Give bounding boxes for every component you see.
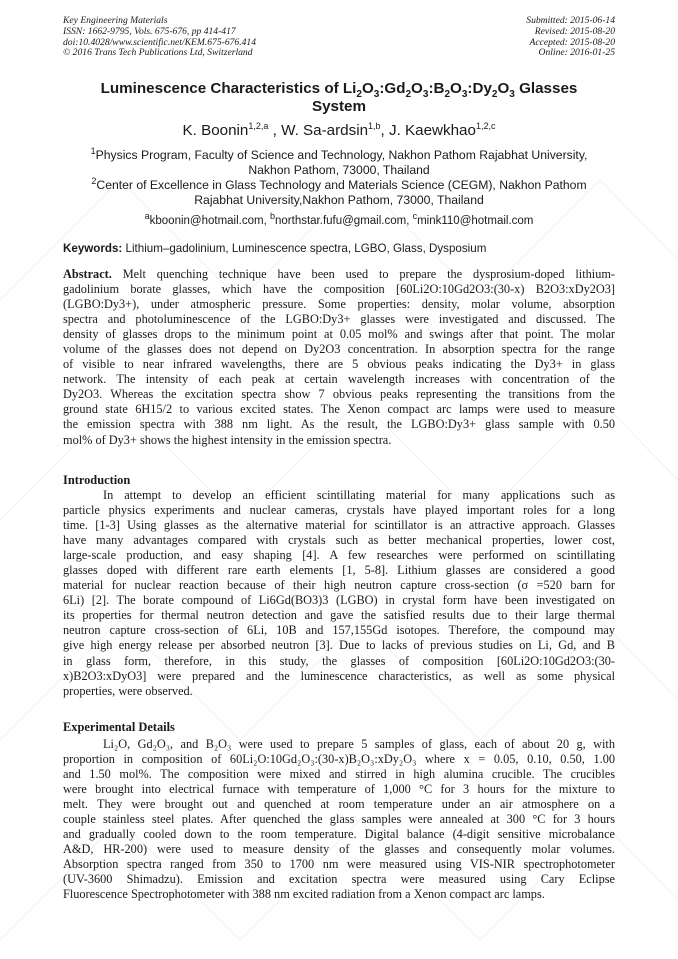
journal-doi: doi:10.4028/www.scientific.net/KEM.675-676.414 [63,36,257,48]
text-line: Fluorescence Spectrophotometer with 388 nm excited radiation from a Xenon compact arc lamps. [63,887,545,902]
date-submitted: Submitted: 2015-06-14 [526,15,615,26]
author-emails: $^a$kboonin@hotmail.com, $^b$northstar.fufu@gmail.com, $^c$mink110@hotmail.com [144,211,534,227]
text-line: x)B2O3:xDyO3] were prepared and the luminescence characteristics, as well as some physical [63,668,615,683]
keywords-text: Lithium–gadolinium, Luminescence spectra, LGBO, Glass, Dysposium [122,242,487,255]
text-line: mol% of Dy3+ shows the highest intensity in the emission spectra. [63,432,392,447]
text-line: proportion in composition of 60Li₂O:10Gd₂O₃:(30-x)B₂O₃:xDy₂O₃ where x = 0.05, 0.10, 0.50, 1.00 [63,752,615,767]
section-heading-experimental: Experimental Details [63,720,175,734]
text-line: Dy2O3. Whereas the excitation spectra show 7 obvious peaks representing the transitions from the [63,387,615,402]
journal-copyright: © 2016 Trans Tech Publications Ltd, Switzerland [63,47,253,59]
text-line: the emission spectra with 388 nm light. As the result, the LGBO:Dy3+ glass sample with 0.50 [63,417,615,432]
abstract-label: Abstract. [63,267,112,281]
text-line: properties, were observed. [63,683,193,698]
abstract [63,267,615,448]
text-line: melt. They were brought out and quenched at room temperature under an air atmosphere on a [63,797,615,812]
experimental-body [63,737,615,903]
submission-dates [526,16,615,59]
email-a[interactable]: kboonin@hotmail.com, [149,215,270,227]
keywords-label: Keywords: [63,242,123,255]
text-line: were brought into electrical furnace with temperature of 1,000 °C for 3 hours for the mixture to [63,782,615,797]
date-accepted: Accepted: 2015-08-20 [529,36,615,48]
text-line: 6Li) [2]. The borate compound of Li6Gd(BO3)3 (LGBO) in crystal form have been investigated on [63,593,615,608]
text-line: In attempt to develop an efficient scintillating material for many applications such as [103,488,615,502]
affiliation-1: $^1$Physics Program, Faculty of Science and Technology, Nakhon Pathom Rajabhat University, Nakhon Pathom, 73000, Thailand [90,145,588,177]
text-line: of visible to near infrared wavelengths, there are 5 obvious peaks indicating the Dy3+ in glass [63,357,615,372]
title-line-2: System [311,98,367,115]
text-line: particle physics experiments and nuclear cameras, crystals have played important roles for a long [63,503,615,518]
text-line: give high energy release per absorbed neutron [3]. Due to lacks of previous studies on Li, Gd, and B [63,638,615,653]
text-line: neutron capture cross-section of 6Li, 10B and 157,155Gd isotopes. Therefore, the compound may [63,623,615,638]
text-line: time. [1-3] Using glasses as the alternative material for scintillator is an attractive approach. Glasses [63,518,615,533]
text-line: couple stainless steel plates. After quenched the glass samples were annealed at 300 °C for 3 hours [63,812,615,827]
introduction-body [63,488,615,699]
author-3: , J. Kaewkhao [380,122,476,139]
date-revised: Revised: 2015-08-20 [534,25,615,37]
email-c[interactable]: mink110@hotmail.com [417,215,534,227]
text-line: Li₂O, Gd₂O₃, and B₂O₃ were used to prepare 5 samples of glass, each of about 20 g, with [103,737,615,751]
text-line: and 1.50 mol%. The composition were mixed and stirred in high alumina crucible. The crucibles [63,767,615,782]
date-online: Online: 2016-01-25 [538,47,615,59]
text-line: spectra and photoluminescence of the LGBO:Dy3+ glasses were investigated and discussed. The [63,312,615,327]
text-line: volume of the glasses does not depend on Dy2O3 concentration. In absorption spectra for the range [63,342,615,357]
text-line: (UV-3600 Shimadzu). Emission and excitation spectra were measured using Cary Eclipse [63,872,615,887]
text-line: material for nuclear reaction because of their high neutron capture cross-section (σ =520 barn for [63,578,615,593]
journal-name: Key Engineering Materials [63,15,168,26]
author-1: K. Boonin [182,122,249,139]
affiliation-2: $^2$Center of Excellence in Glass Technology and Materials Science (CEGM), Nakhon Pathom Rajabhat University,Nakhon Pathom, 73000, Thailand [91,175,587,207]
text-line: density of glasses drops to the minimum point at 0.05 mol% and swings after that point. The molar [63,327,615,342]
text-line: (LGBO:Dy3+), under atmospheric pressure. Some properties: density, molar volume, absorption [63,297,615,312]
journal-issn: ISSN: 1662-9795, Vols. 675-676, pp 414-417 [63,25,236,37]
text-line: Absorption spectra ranged from 350 to 1700 nm were measured using VIS-NIR spectrophotometer [63,857,615,872]
text-line: and gradually cooled down to the room temperature. Digital balance (4-digit sensitive microbalance [63,827,615,842]
text-line: A&D, HR-200) were used to measure density of the glasses and consequently molar volumes. [63,842,615,857]
text-line: its properties for thermal neutron detection and gave the satisfied results due to their large thermal [63,608,615,623]
text-line: ground state 6H15/2 to various excited states. The Xenon compact arc lamps were used to measure [63,402,615,417]
author-2: , W. Sa-ardsin [272,122,369,139]
text-line: have many advantages compared with crystals such as better mechanical properties, lower cost, [63,533,615,548]
text-line: network. The intensity of each peak at certain wavelength increases with concentration of the [63,372,615,387]
keywords [63,242,615,256]
text-line: large-scale production, and easy shaping [4]. A few researches were performed on scintillating [63,548,615,563]
title-line-1: Luminescence Characteristics of $Li_2O_3:Gd_2O_3:B_2O_3:Dy_2O_3$ Glasses [100,80,578,101]
text-line: Abstract. Melt quenching technique have been used to prepare the dysprosium-doped lithium- [63,267,615,281]
author-list: K. Boonin$^{1,2,a}$ , W. Sa-ardsin$^{1,b}$, J. Kaewkhao$^{1,2,c}$ [182,120,496,139]
email-b[interactable]: northstar.fufu@gmail.com, [275,215,413,227]
section-heading-introduction: Introduction [63,473,131,487]
text-line: glasses doped with different rare earth elements [1, 5-8]. Lithium glasses are considered a good [63,563,615,578]
text-line: gadolinium borate glasses, which have the composition [60Li2O:10Gd2O3:(30-x) B2O3:xDy2O3] [63,282,615,297]
text-line: in glass form, therefore, in this study, the glasses of composition [60Li2O:10Gd2O3:(30- [63,653,615,668]
paper-title [63,80,615,116]
journal-info [63,16,256,59]
